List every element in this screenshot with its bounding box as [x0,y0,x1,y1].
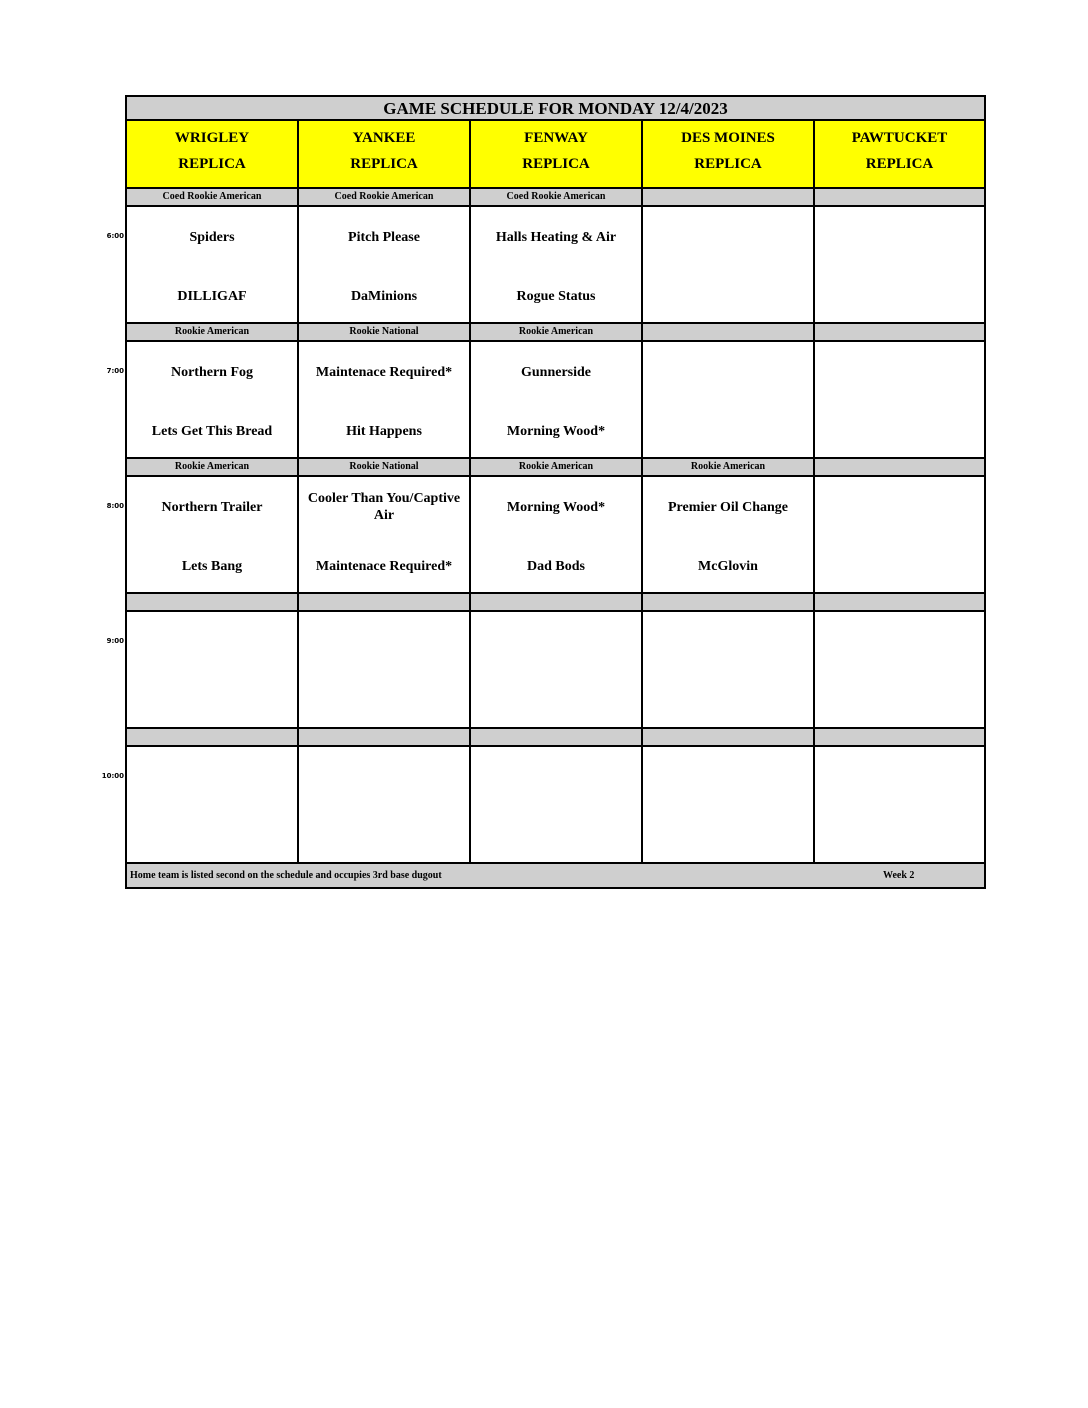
game-cell [643,612,815,729]
away-team [647,352,809,392]
game-cell [299,747,471,864]
division-label [299,729,471,747]
division-label [299,594,471,612]
away-team: Cooler Than You/Captive Air [307,491,461,523]
away-team: Premier Oil Change [667,499,789,515]
home-team [647,411,809,451]
field-type: REPLICA [694,156,762,172]
home-team [647,276,809,316]
game-cell [471,207,643,324]
home-team: Morning Wood* [506,423,606,439]
division-label [127,594,299,612]
time-label: 10:00 [101,772,124,780]
division-label: Coed Rookie American [127,189,299,207]
away-team: Northern Trailer [161,499,263,515]
game-cell [643,207,815,324]
division-label [643,324,815,342]
field-type: REPLICA [350,156,418,172]
division-label [643,729,815,747]
home-team [819,411,980,451]
week-label: Week 2 [883,870,915,881]
game-cell [471,342,643,459]
schedule-title: GAME SCHEDULE FOR MONDAY 12/4/2023 [127,97,984,121]
time-label: 9:00 [106,637,124,645]
away-team [819,217,980,257]
game-cell [127,342,299,459]
division-label: Rookie National [299,324,471,342]
field-name: FENWAY [524,130,588,146]
division-label: Coed Rookie American [299,189,471,207]
game-cell [299,477,471,594]
field-name: DES MOINES [681,130,775,146]
field-name: PAWTUCKET [851,130,948,146]
away-team [647,757,809,797]
home-team: Maintenace Required* [315,558,453,574]
field-header [299,121,471,189]
game-cell [815,207,984,324]
home-team: DaMinions [350,288,418,304]
field-name: WRIGLEY [174,130,250,146]
home-team [303,681,465,721]
game-cell [299,207,471,324]
away-team [819,622,980,662]
away-team [647,217,809,257]
division-label [471,729,643,747]
home-team: Rogue Status [516,288,596,304]
home-team [819,546,980,586]
away-team [819,352,980,392]
division-label [815,729,984,747]
away-team [303,622,465,662]
home-team: Hit Happens [346,423,422,439]
home-team [131,681,293,721]
division-label: Rookie American [127,324,299,342]
division-label [815,459,984,477]
game-cell [815,342,984,459]
division-label [643,594,815,612]
home-team [475,816,637,856]
away-team [647,622,809,662]
game-cell [127,612,299,729]
division-label: Rookie American [471,459,643,477]
division-label: Rookie American [127,459,299,477]
away-team [131,757,293,797]
home-team [819,681,980,721]
field-type: REPLICA [865,156,934,172]
home-team: McGlovin [698,558,758,574]
away-team [131,622,293,662]
away-team: Gunnerside [520,364,591,380]
home-team: Dad Bods [527,558,585,574]
home-team: Lets Bang [181,558,243,574]
away-team: Northern Fog [170,364,254,380]
home-team [819,276,980,316]
away-team [819,757,980,797]
away-team: Halls Heating & Air [495,229,617,245]
away-team [303,757,465,797]
game-cell [815,747,984,864]
division-label: Coed Rookie American [471,189,643,207]
time-label: 8:00 [106,502,124,510]
game-cell [127,477,299,594]
field-header [127,121,299,189]
home-team [303,816,465,856]
game-cell [127,207,299,324]
game-cell [815,477,984,594]
game-cell [643,477,815,594]
away-team [475,757,637,797]
division-label [643,189,815,207]
division-label [815,324,984,342]
home-team [475,681,637,721]
game-cell [643,747,815,864]
division-label [471,594,643,612]
division-label [815,189,984,207]
home-team [647,681,809,721]
division-label [127,729,299,747]
field-name: YANKEE [352,130,416,146]
footer [127,864,984,887]
away-team [819,487,980,527]
division-label: Rookie American [471,324,643,342]
game-cell [643,342,815,459]
division-label: Rookie American [643,459,815,477]
home-team: Lets Get This Bread [151,423,273,439]
field-type: REPLICA [522,156,590,172]
field-type: REPLICA [178,156,246,172]
away-team: Spiders [189,229,235,245]
game-cell [471,612,643,729]
game-cell [471,477,643,594]
game-cell [815,612,984,729]
field-header [643,121,815,189]
home-team: DILLIGAF [177,288,247,304]
division-label: Rookie National [299,459,471,477]
time-label: 7:00 [106,367,124,375]
schedule-table [125,95,986,889]
away-team: Maintenace Required* [315,364,453,380]
away-team: Pitch Please [348,229,420,245]
footer-note: Home team is listed second on the schedule and occupies 3rd base dugout [130,870,442,881]
game-cell [299,342,471,459]
field-header [471,121,643,189]
home-team [131,816,293,856]
home-team [647,816,809,856]
game-cell [127,747,299,864]
away-team: Morning Wood* [506,499,606,515]
game-cell [299,612,471,729]
division-label [815,594,984,612]
game-cell [471,747,643,864]
field-header [815,121,984,189]
home-team [819,816,980,856]
away-team [475,622,637,662]
time-label: 6:00 [106,232,124,240]
